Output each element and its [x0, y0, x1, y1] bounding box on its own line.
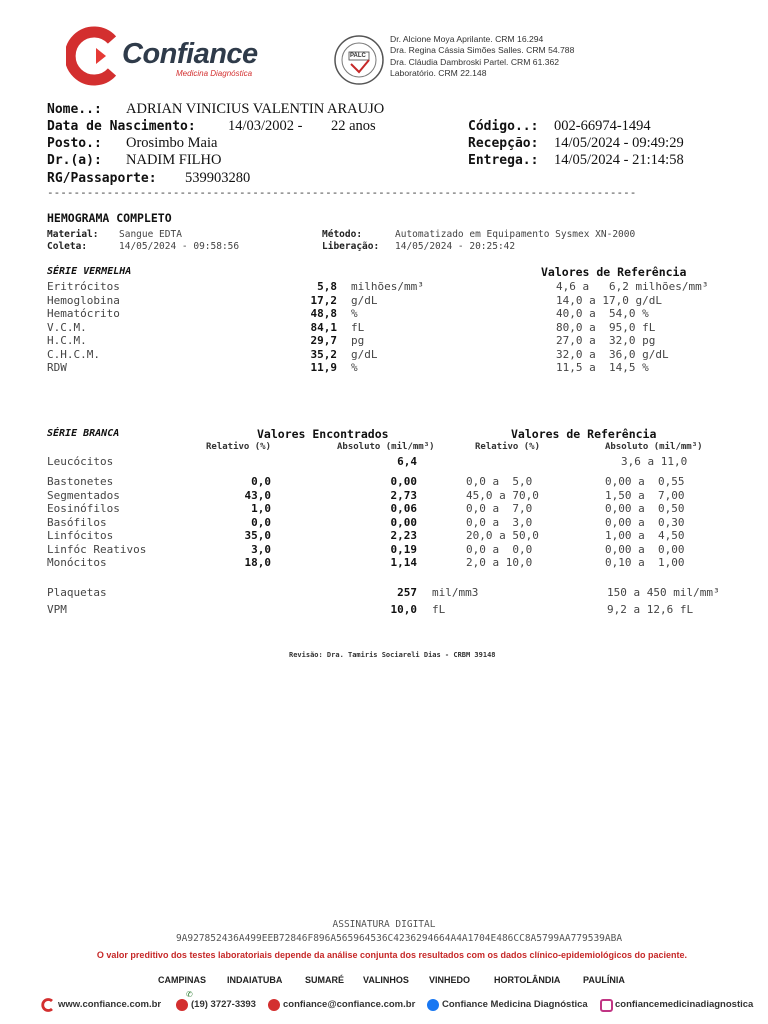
- method-value: Automatizado em Equipamento Sysmex XN-2000: [395, 229, 636, 240]
- analyte-name: H.C.M.: [47, 334, 87, 347]
- city-item: SUMARÉ: [305, 975, 345, 985]
- cell-ref-absolute: 0,10 a 1,00: [605, 556, 685, 569]
- city-item: HORTOLÂNDIA: [494, 975, 561, 985]
- cell-ref-absolute: 0,00 a 0,55: [605, 475, 685, 488]
- leukocytes-ref: 3,6 a 11,0: [621, 455, 688, 468]
- digital-signature-hash: 9A927852436A499EEB72846F896A565964536C4236294664A4A1704E486CC8A5799AA779539ABA: [175, 933, 623, 944]
- analyte-name: Hematócrito: [47, 307, 120, 320]
- analyte-value: 29,7: [310, 334, 337, 347]
- analyte-reference: 40,0 a 54,0 %: [556, 307, 649, 320]
- analyte-unit: %: [351, 307, 358, 320]
- mpv-ref: 9,2 a 12,6 fL: [607, 603, 694, 616]
- birth-label: Data de Nascimento:: [47, 119, 196, 134]
- material-value: Sangue EDTA: [119, 229, 182, 240]
- leukocytes-value: 6,4: [397, 455, 417, 468]
- instagram-icon: [600, 999, 613, 1012]
- rg-label: RG/Passaporte:: [47, 171, 157, 186]
- doctor-line: Dra. Regina Cássia Simões Salles. CRM 54.788: [390, 45, 575, 56]
- reception-label: Recepção:: [468, 136, 539, 151]
- logo-tagline: Medicina Diagnóstica: [176, 69, 253, 78]
- code-label: Código..:: [468, 119, 539, 134]
- release-value: 14/05/2024 - 20:25:42: [395, 241, 516, 252]
- white-found-title: Valores Encontrados: [257, 427, 389, 441]
- mpv-value: 10,0: [390, 603, 417, 616]
- email-icon: [268, 999, 280, 1011]
- analyte-value: 48,8: [310, 307, 337, 320]
- confiance-logo-icon: [41, 998, 55, 1012]
- seal-text: PALC: [350, 53, 366, 59]
- red-ref-title: Valores de Referência: [541, 265, 687, 279]
- phone-icon: [176, 999, 188, 1011]
- city-item: PAULÍNIA: [583, 975, 625, 985]
- col-ref-absolute: Absoluto (mil/mm³): [605, 442, 703, 452]
- analyte-name: V.C.M.: [47, 320, 87, 334]
- cell-ref-relative: 2,0 a 10,0: [466, 556, 533, 569]
- patient-name: ADRIAN VINICIUS VALENTIN ARAUJO: [126, 101, 385, 117]
- analyte-reference: 11,5 a 14,5 %: [556, 361, 649, 374]
- leukocytes-name: Leucócitos: [47, 455, 114, 468]
- analyte-unit: g/dL: [351, 347, 378, 361]
- analyte-reference: 4,6 a 6,2 milhões/mm³: [556, 280, 709, 293]
- platelets-unit: mil/mm3: [432, 586, 479, 599]
- instagram-link[interactable]: confiancemedicinadiagnostica: [615, 999, 754, 1010]
- cell-ref-relative: 0,0 a 3,0: [466, 515, 533, 529]
- cell-absolute: 2,23: [390, 529, 417, 542]
- analyte-name: Eritrócitos: [47, 280, 120, 293]
- analyte-unit: fL: [351, 320, 365, 334]
- cell-ref-absolute: 1,50 a 7,00: [605, 488, 685, 502]
- col-ref-relative: Relativo (%): [475, 442, 541, 452]
- platelets-ref: 150 a 450 mil/mm³: [607, 586, 720, 599]
- cell-relative: 1,0: [251, 502, 271, 515]
- doctor-line: Dra. Cláudia Dambroski Partel. CRM 61.362: [390, 56, 560, 67]
- cell-ref-absolute: 1,00 a 4,50: [605, 529, 685, 542]
- delivery-value: 14/05/2024 - 21:14:58: [554, 152, 684, 168]
- city-item: VINHEDO: [429, 975, 471, 985]
- platelets-value: 257: [397, 586, 417, 599]
- cell-ref-absolute: 0,00 a 0,00: [605, 542, 685, 556]
- analyte-value: 11,9: [310, 361, 337, 374]
- phone-link[interactable]: (19) 3727-3393: [191, 999, 256, 1010]
- rg-value: 539903280: [185, 170, 251, 186]
- cell-ref-relative: 20,0 a 50,0: [466, 529, 539, 542]
- analyte-unit: pg: [351, 334, 365, 347]
- collection-value: 14/05/2024 - 09:58:56: [119, 241, 240, 252]
- analyte-reference: 27,0 a 32,0 pg: [556, 334, 656, 347]
- logo-name: Confiance: [122, 38, 258, 70]
- footer-disclaimer: O valor preditivo dos testes laboratoriais depende da análise conjunta dos resultados com os dados clínico-epidemiológicos do paciente.: [96, 950, 688, 960]
- facebook-link[interactable]: Confiance Medicina Diagnóstica: [442, 999, 588, 1010]
- collection-label: Coleta:: [47, 241, 88, 252]
- col-relative: Relativo (%): [206, 442, 272, 452]
- method-label: Método:: [322, 229, 363, 240]
- cell-relative: 3,0: [251, 542, 271, 556]
- accreditation-seal: [333, 34, 385, 86]
- analyte-reference: 14,0 a 17,0 g/dL: [556, 293, 662, 307]
- white-ref-title: Valores de Referência: [511, 427, 657, 441]
- doctor-line: Laboratório. CRM 22.148: [390, 67, 487, 78]
- analyte-name: C.H.C.M.: [47, 347, 100, 361]
- red-series-title: SÉRIE VERMELHA: [47, 266, 132, 277]
- city-item: VALINHOS: [363, 975, 409, 985]
- cell-name: Basófilos: [47, 515, 107, 529]
- patient-age: 22 anos: [331, 118, 376, 134]
- whatsapp-icon: ✆: [186, 990, 193, 999]
- cell-relative: 0,0: [251, 475, 271, 488]
- facebook-icon: [427, 999, 439, 1011]
- reception-value: 14/05/2024 - 09:49:29: [554, 135, 684, 151]
- lab-doctors-list: [390, 34, 574, 79]
- analyte-unit: g/dL: [351, 293, 378, 307]
- material-label: Material:: [47, 229, 99, 240]
- analyte-value: 84,1: [310, 320, 337, 334]
- release-label: Liberação:: [322, 241, 380, 252]
- cell-name: Linfóc Reativos: [47, 542, 147, 556]
- city-item: INDAIATUBA: [227, 975, 283, 985]
- website-link[interactable]: www.confiance.com.br: [58, 999, 162, 1010]
- doctor-value: NADIM FILHO: [126, 152, 222, 168]
- post-label: Posto.:: [47, 136, 102, 151]
- mpv-unit: fL: [432, 603, 446, 616]
- cell-relative: 43,0: [244, 488, 271, 502]
- mpv-name: VPM: [47, 603, 67, 616]
- cell-absolute: 1,14: [390, 556, 417, 569]
- analyte-value: 35,2: [310, 347, 337, 361]
- cell-absolute: 0,06: [390, 502, 417, 515]
- cell-ref-relative: 0,0 a 0,0: [466, 542, 533, 556]
- white-series-title: SÉRIE BRANCA: [47, 428, 120, 439]
- post-value: Orosimbo Maia: [126, 135, 218, 151]
- cell-name: Linfócitos: [47, 529, 114, 542]
- analyte-name: RDW: [47, 361, 67, 374]
- birth-date: 14/03/2002 -: [228, 118, 303, 134]
- analyte-name: Hemoglobina: [47, 293, 120, 307]
- cell-absolute: 0,19: [390, 542, 417, 556]
- confiance-logo-icon: [66, 26, 126, 86]
- delivery-label: Entrega.:: [468, 153, 539, 168]
- palc-seal-icon: [333, 34, 385, 86]
- analyte-unit: %: [351, 361, 358, 374]
- cell-absolute: 2,73: [390, 488, 417, 502]
- cell-absolute: 0,00: [390, 475, 417, 488]
- email-link[interactable]: confiance@confiance.com.br: [283, 999, 416, 1010]
- analyte-reference: 32,0 a 36,0 g/dL: [556, 347, 669, 361]
- code-value: 002-66974-1494: [554, 118, 651, 134]
- digital-signature-label: ASSINATURA DIGITAL: [332, 919, 436, 930]
- cell-name: Segmentados: [47, 488, 120, 502]
- cell-ref-relative: 45,0 a 70,0: [466, 488, 539, 502]
- cell-ref-absolute: 0,00 a 0,30: [605, 515, 685, 529]
- analyte-value: 17,2: [310, 293, 337, 307]
- doctor-label: Dr.(a):: [47, 153, 102, 168]
- cell-relative: 18,0: [244, 556, 271, 569]
- review-signature: Revisão: Dra. Tamiris Sociareli Dias - CRBM 39148: [289, 651, 496, 659]
- cell-name: Monócitos: [47, 556, 107, 569]
- cell-ref-absolute: 0,00 a 0,50: [605, 502, 685, 515]
- brand-logo: [66, 26, 266, 86]
- analyte-unit: milhões/mm³: [351, 280, 424, 293]
- analyte-value: 5,8: [317, 280, 337, 293]
- cell-ref-relative: 0,0 a 7,0: [466, 502, 533, 515]
- cell-relative: 35,0: [244, 529, 271, 542]
- cell-name: Bastonetes: [47, 475, 114, 488]
- cell-name: Eosinófilos: [47, 502, 120, 515]
- city-item: CAMPINAS: [158, 975, 207, 985]
- cell-ref-relative: 0,0 a 5,0: [466, 475, 533, 488]
- cell-absolute: 0,00: [390, 515, 417, 529]
- doctor-line: Dr. Alcione Moya Aprilante. CRM 16.294: [390, 34, 544, 44]
- platelets-name: Plaquetas: [47, 586, 107, 599]
- exam-title: HEMOGRAMA COMPLETO: [47, 211, 172, 225]
- col-absolute: Absoluto (mil/mm³): [337, 442, 435, 452]
- dashed-separator: -----------------------------------------------------------------------------------------: [47, 186, 637, 199]
- analyte-reference: 80,0 a 95,0 fL: [556, 320, 656, 334]
- cell-relative: 0,0: [251, 515, 271, 529]
- name-label: Nome..:: [47, 102, 102, 117]
